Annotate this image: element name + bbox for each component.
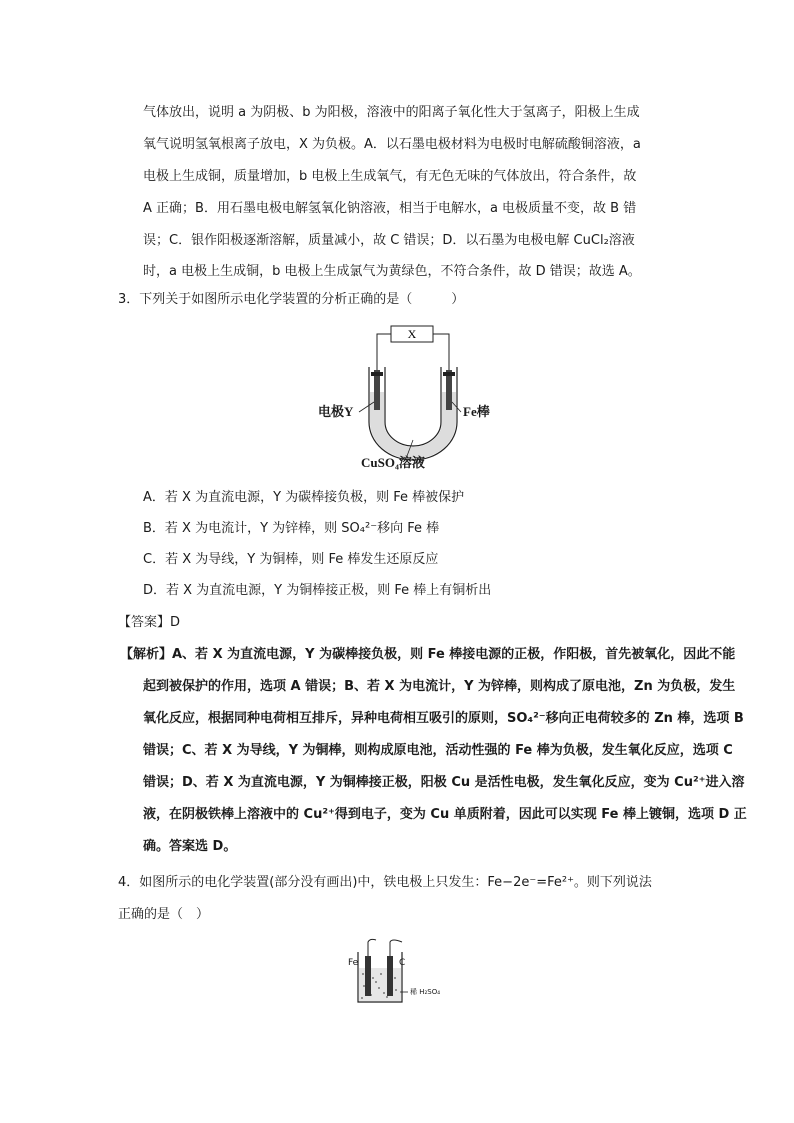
prev-analysis-line-5: 误；C．银作阳极逐渐溶解，质量减小，故 C 错误；D．以石墨为电极电解 CuCl₂溶液: [143, 233, 635, 248]
question-3-stem: 3．下列关于如图所示电化学装置的分析正确的是（ ）: [118, 292, 465, 307]
c-wire: [390, 940, 402, 958]
q3-analysis-line-6: 液，在阴极铁棒上溶液中的 Cu²⁺得到电子，变为 Cu 单质附着，因此可以实现 Fe 棒上镀铜，选项 D 正: [143, 807, 747, 822]
electrode-y-label: 电极Y: [318, 404, 354, 419]
c-electrode: [387, 956, 393, 996]
q4-fe-label: Fe: [348, 958, 359, 968]
prev-analysis-line-3: 电极上生成铜，质量增加，b 电极上生成氧气，有无色无味的气体放出，符合条件，故: [143, 169, 637, 184]
x-box-label: X: [407, 327, 417, 341]
u-tube-inner: [385, 367, 441, 446]
left-stopper: [371, 372, 383, 376]
fe-rod-label: Fe棒: [463, 404, 490, 419]
fe-wire: [368, 939, 376, 958]
q3-analysis-line-3: 氧化反应，根据同种电荷相互排斥，异种电荷相互吸引的原则，SO₄²⁻移向正电荷较多的 Zn 棒，选项 B: [143, 711, 744, 726]
q3-option-d: D．若 X 为直流电源，Y 为铜棒接正极，则 Fe 棒上有铜析出: [143, 583, 492, 598]
q4-h2so4-label: 稀 H₂SO₄: [410, 988, 441, 996]
q3-analysis-line-1: 【解析】A、若 X 为直流电源，Y 为碳棒接负极，则 Fe 棒接电源的正极，作阳极，首先被氧化，因此不能: [120, 647, 736, 662]
beaker-diagram: [346, 936, 456, 1008]
right-stopper: [443, 372, 455, 376]
q3-analysis-line-2: 起到被保护的作用，选项 A 错误；B、若 X 为电流计，Y 为锌棒，则构成了原电池，Zn 为负极，发生: [143, 679, 736, 694]
prev-analysis-line-1: 气体放出，说明 a 为阴极、b 为阳极，溶液中的阳离子氧化性大于氢离子，阳极上生成: [143, 105, 640, 120]
q3-analysis-line-7: 确。答案选 D。: [143, 839, 237, 854]
prev-analysis-line-4: A 正确；B．用石墨电极电解氢氧化钠溶液，相当于电解水，a 电极质量不变，故 B 错: [143, 201, 637, 216]
u-tube-diagram: [355, 322, 465, 472]
q3-option-a: A．若 X 为直流电源，Y 为碳棒接负极，则 Fe 棒被保护: [143, 490, 465, 505]
fe-electrode: [365, 956, 371, 996]
q4-c-label: C: [399, 958, 406, 968]
q3-option-b: B．若 X 为电流计，Y 为锌棒，则 SO₄²⁻移向 Fe 棒: [143, 521, 440, 536]
q3-option-c: C．若 X 为导线，Y 为铜棒，则 Fe 棒发生还原反应: [143, 552, 439, 567]
prev-analysis-line-2: 氧气说明氢氧根离子放电，X 为负极。A．以石墨电极材料为电极时电解硫酸铜溶液，a: [143, 137, 641, 152]
q3-analysis-line-5: 错误；D、若 X 为直流电源，Y 为铜棒接正极，阳极 Cu 是活性电极，发生氧化反应，变为 Cu²⁺进入溶: [143, 775, 745, 790]
q3-answer: 【答案】D: [118, 615, 181, 630]
q3-figure-u-tube: [355, 322, 465, 472]
cuso4-label: CuSO₄溶液: [361, 455, 425, 470]
question-4-stem-line-2: 正确的是（ ）: [118, 907, 210, 922]
question-4-stem-line-1: 4．如图所示的电化学装置(部分没有画出)中，铁电极上只发生：Fe−2e⁻=Fe²⁺。则下列说法: [118, 875, 652, 890]
q4-figure-beaker: [346, 936, 456, 1008]
q3-analysis-line-4: 错误；C、若 X 为导线，Y 为铜棒，则构成原电池，活动性强的 Fe 棒为负极，发生氧化反应，选项 C: [143, 743, 733, 758]
prev-analysis-line-6: 时，a 电极上生成铜，b 电极上生成氯气为黄绿色，不符合条件，故 D 错误；故选 A。: [143, 264, 641, 279]
